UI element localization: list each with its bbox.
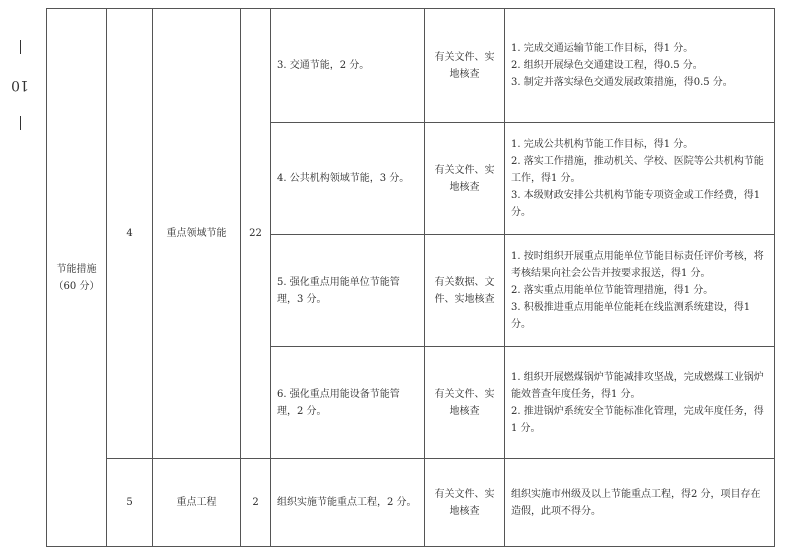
standard-line: 3. 积极推进重点用能单位能耗在线监测系统建设，得1 分。 xyxy=(511,302,751,330)
item-method: 有关数据、文件、实地核查 xyxy=(425,235,505,347)
item-content: 3. 交通节能，2 分。 xyxy=(271,9,425,123)
standard-line: 1. 组织开展燃煤锅炉节能减排攻坚战，完成燃煤工业锅炉能效普查年度任务，得1 分。 xyxy=(511,371,764,400)
evaluation-table xyxy=(46,8,775,547)
item-method: 有关文件、实地核查 xyxy=(425,9,505,123)
item-method: 有关文件、实地核查 xyxy=(425,123,505,235)
page-number-value: 10 xyxy=(11,76,29,93)
standard-line: 2. 推进锅炉系统安全节能标准化管理，完成年度任务，得1 分。 xyxy=(511,405,764,434)
item-content: 5. 强化重点用能单位节能管理，3 分。 xyxy=(271,235,425,347)
standard-line: 组织实施市州级及以上节能重点工程，得2 分，项目存在造假，此项不得分。 xyxy=(511,488,761,517)
standard-line: 1. 完成公共机构节能工作目标，得1 分。 xyxy=(511,139,694,150)
page-number-dash-bottom xyxy=(20,116,21,130)
standard-line: 1. 按时组织开展重点用能单位节能目标责任评价考核，将考核结果向社会公告并按要求报送，得1 分。 xyxy=(511,251,764,279)
item-method: 有关文件、实地核查 xyxy=(425,347,505,459)
section-cell xyxy=(47,9,107,547)
standard-line: 1. 完成交通运输节能工作目标，得1 分。 xyxy=(511,43,694,54)
section-points: （60 分） xyxy=(53,280,100,292)
project-name: 重点领域节能 xyxy=(153,9,241,459)
item-content: 组织实施节能重点工程，2 分。 xyxy=(271,459,425,547)
row-index: 4 xyxy=(107,9,153,459)
page-number xyxy=(8,40,32,130)
item-content: 6. 强化重点用能设备节能管理，2 分。 xyxy=(271,347,425,459)
standard-line: 2. 落实工作措施，推动机关、学校、医院等公共机构节能工作，得1 分。 xyxy=(511,156,764,184)
standard-line: 2. 落实重点用能单位节能管理措施，得1 分。 xyxy=(511,285,714,296)
item-method: 有关文件、实地核查 xyxy=(425,459,505,547)
item-standards xyxy=(505,123,775,235)
standard-line: 3. 制定并落实绿色交通发展政策措施，得0.5 分。 xyxy=(511,77,733,88)
item-standards xyxy=(505,235,775,347)
project-score: 22 xyxy=(241,9,271,459)
table-row xyxy=(47,9,775,123)
section-name: 节能措施 xyxy=(56,263,97,275)
standard-line: 2. 组织开展绿色交通建设工程，得0.5 分。 xyxy=(511,60,703,71)
standard-line: 3. 本级财政安排公共机构节能专项资金或工作经费，得1 分。 xyxy=(511,190,761,218)
item-standards xyxy=(505,459,775,547)
item-content: 4. 公共机构领域节能，3 分。 xyxy=(271,123,425,235)
project-name: 重点工程 xyxy=(153,459,241,547)
item-standards xyxy=(505,347,775,459)
item-standards xyxy=(505,9,775,123)
project-score: 2 xyxy=(241,459,271,547)
table-row xyxy=(47,459,775,547)
page-number-dash-top xyxy=(20,40,21,54)
row-index: 5 xyxy=(107,459,153,547)
